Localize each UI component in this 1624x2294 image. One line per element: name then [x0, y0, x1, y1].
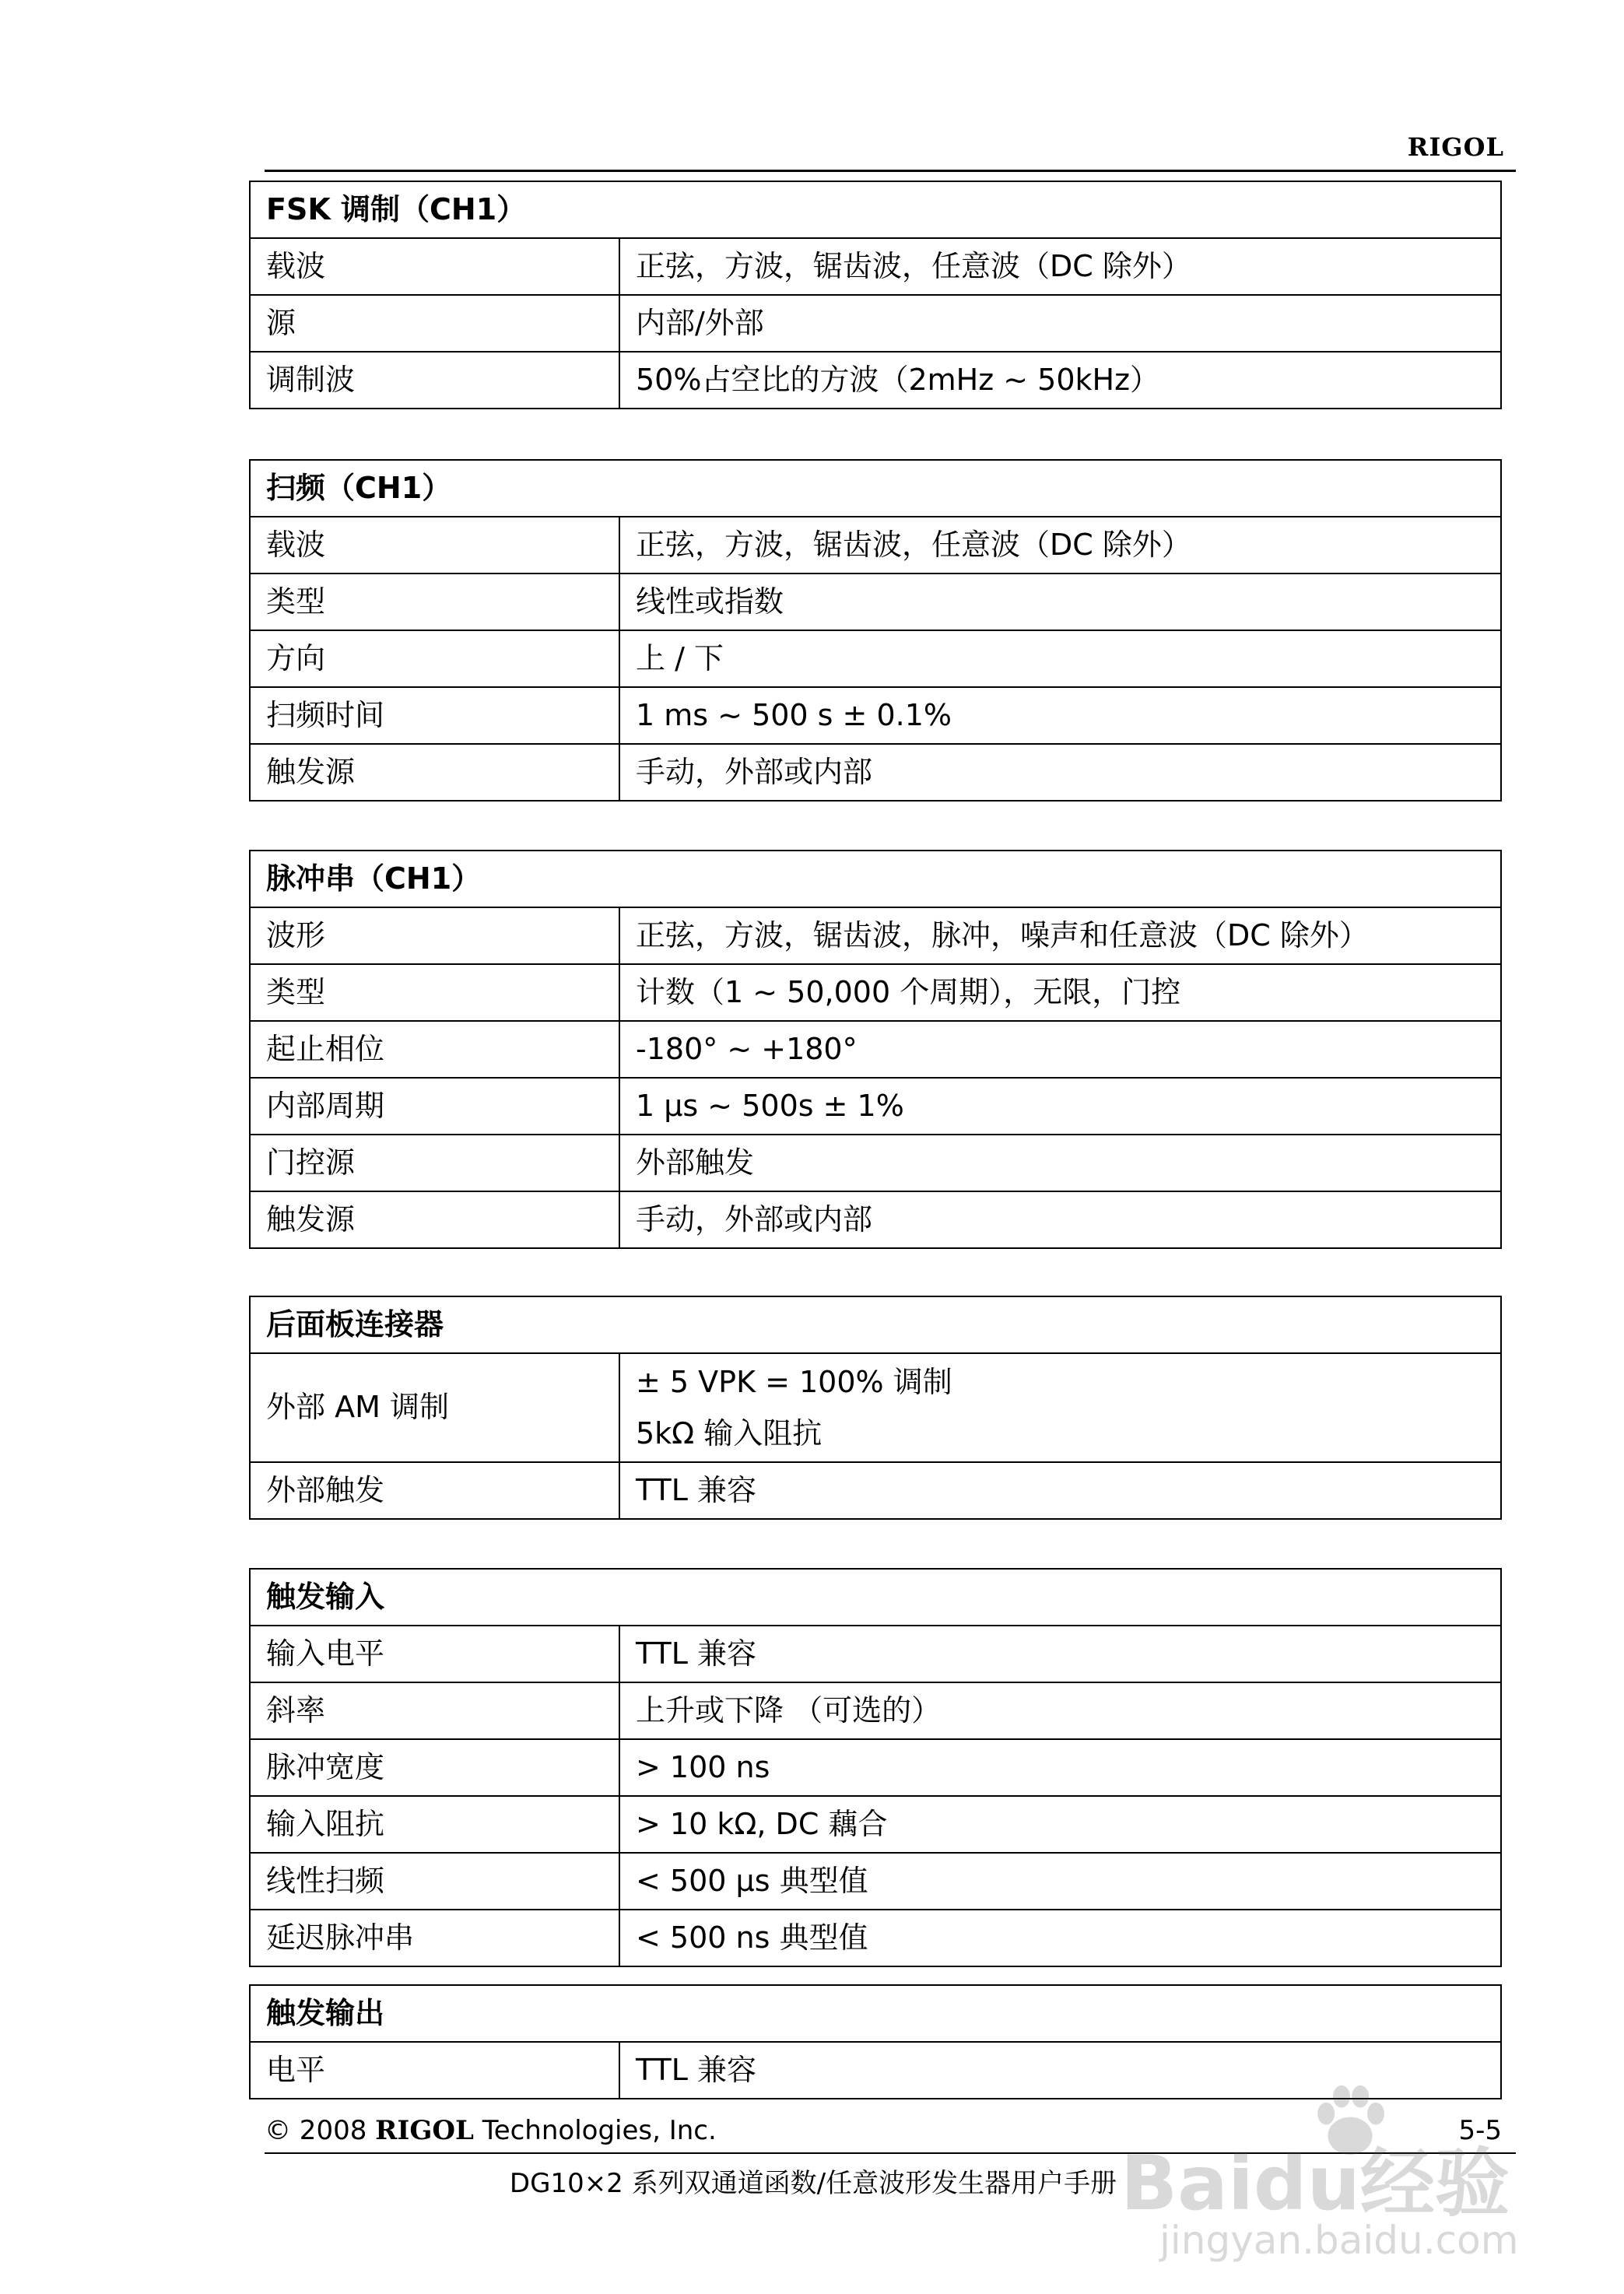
spec-label: 脉冲宽度 [250, 1739, 619, 1796]
spec-table [249, 459, 1502, 801]
spec-value [619, 295, 1501, 352]
section-title: 扫频（CH1） [250, 460, 1501, 517]
spec-value [619, 1853, 1501, 1910]
spec-label: 内部周期 [250, 1078, 619, 1135]
spec-value-line: TTL 兼容 [636, 2052, 757, 2087]
spec-row [250, 295, 1501, 352]
spec-row [250, 1135, 1501, 1191]
spec-value-line: TTL 兼容 [636, 1472, 757, 1507]
spec-row [250, 687, 1501, 744]
spec-label: 斜率 [250, 1682, 619, 1739]
spec-value-line: 1 ms ~ 500 s ± 0.1% [636, 697, 952, 732]
spec-label: 门控源 [250, 1135, 619, 1191]
spec-label: 延迟脉冲串 [250, 1910, 619, 1966]
spec-value-line: 上升或下降 （可选的） [636, 1692, 942, 1728]
spec-label: 输入电平 [250, 1626, 619, 1682]
spec-row [250, 238, 1501, 295]
spec-value-line: < 500 μs 典型值 [636, 1863, 868, 1898]
spec-value-line: 正弦，方波，锯齿波，任意波（DC 除外） [636, 527, 1191, 562]
spec-row [250, 1078, 1501, 1135]
spec-value [619, 1462, 1501, 1519]
spec-value-line: -180° ~ +180° [636, 1031, 858, 1066]
spec-value-line: TTL 兼容 [636, 1636, 757, 1671]
spec-label: 类型 [250, 574, 619, 630]
spec-row [250, 1353, 1501, 1462]
spec-label: 外部 AM 调制 [250, 1353, 619, 1462]
spec-row [250, 964, 1501, 1021]
spec-value [619, 574, 1501, 630]
spec-table [249, 1296, 1502, 1520]
spec-value [619, 1626, 1501, 1682]
spec-label: 源 [250, 295, 619, 352]
spec-value [619, 907, 1501, 964]
spec-value [619, 964, 1501, 1021]
spec-value [619, 744, 1501, 801]
spec-value [619, 1739, 1501, 1796]
spec-table [249, 1568, 1502, 1967]
spec-label: 波形 [250, 907, 619, 964]
spec-table [249, 181, 1502, 409]
spec-row [250, 517, 1501, 574]
spec-row [250, 1682, 1501, 1739]
spec-label: 扫频时间 [250, 687, 619, 744]
spec-row [250, 1796, 1501, 1853]
page-number: 5-5 [1458, 2115, 1502, 2146]
spec-row [250, 1462, 1501, 1519]
spec-row [250, 630, 1501, 687]
spec-label: 触发源 [250, 1191, 619, 1248]
spec-value-line: 1 μs ~ 500s ± 1% [636, 1088, 904, 1123]
spec-label: 输入阻抗 [250, 1796, 619, 1853]
spec-label: 线性扫频 [250, 1853, 619, 1910]
spec-row [250, 907, 1501, 964]
spec-value-line: 50%占空比的方波（2mHz ~ 50kHz） [636, 362, 1160, 397]
spec-value [619, 1021, 1501, 1078]
spec-value-line: > 10 kΩ, DC 藕合 [636, 1806, 888, 1841]
watermark-logo: Baidu经验 [1121, 2140, 1510, 2227]
spec-row [250, 1626, 1501, 1682]
spec-label: 起止相位 [250, 1021, 619, 1078]
section-title: 后面板连接器 [250, 1296, 1501, 1353]
spec-value [619, 517, 1501, 574]
spec-value-line: 手动，外部或内部 [636, 754, 873, 789]
spec-value [619, 1796, 1501, 1853]
spec-value-line: 手动，外部或内部 [636, 1201, 873, 1236]
spec-row [250, 574, 1501, 630]
spec-row [250, 352, 1501, 409]
spec-value-line: 5kΩ 输入阻抗 [636, 1416, 823, 1450]
spec-value-line: ± 5 VPK = 100% 调制 [636, 1365, 952, 1399]
spec-value-line: 外部触发 [636, 1145, 755, 1180]
spec-value-line: 正弦，方波，锯齿波，任意波（DC 除外） [636, 248, 1191, 283]
watermark [1074, 2070, 1556, 2272]
spec-value [619, 1078, 1501, 1135]
footer-brand: RIGOL [375, 2115, 474, 2146]
spec-row [250, 1739, 1501, 1796]
header-brand: RIGOL [1407, 132, 1504, 162]
spec-value-line: > 100 ns [636, 1749, 770, 1784]
spec-value [619, 1682, 1501, 1739]
spec-label: 触发源 [250, 744, 619, 801]
section-title: 触发输出 [250, 1985, 1501, 2042]
spec-value-line: 线性或指数 [636, 584, 784, 619]
spec-value [619, 238, 1501, 295]
spec-row [250, 744, 1501, 801]
watermark-url: jingyan.baidu.com [1159, 2218, 1519, 2263]
spec-value [619, 687, 1501, 744]
spec-row [250, 1910, 1501, 1966]
spec-value [619, 1135, 1501, 1191]
footer-doc-title: DG10×2 系列双通道函数/任意波形发生器用户手册 [509, 2168, 1117, 2199]
spec-value [619, 352, 1501, 409]
spec-value-line: 内部/外部 [636, 305, 764, 340]
spec-table [249, 850, 1502, 1249]
spec-label: 外部触发 [250, 1462, 619, 1519]
header-rule [265, 170, 1516, 172]
spec-value [619, 1191, 1501, 1248]
spec-label: 载波 [250, 517, 619, 574]
spec-value-line: 计数（1 ~ 50,000 个周期），无限，门控 [636, 974, 1181, 1009]
spec-label: 类型 [250, 964, 619, 1021]
spec-row [250, 1853, 1501, 1910]
spec-value-line: 正弦，方波，锯齿波，脉冲，噪声和任意波（DC 除外） [636, 917, 1369, 952]
spec-label: 载波 [250, 238, 619, 295]
spec-value-line: 上 / 下 [636, 640, 724, 675]
spec-row [250, 1191, 1501, 1248]
spec-label: 方向 [250, 630, 619, 687]
section-title: 脉冲串（CH1） [250, 851, 1501, 907]
footer-copyright: © 2008 RIGOL Technologies, Inc. [265, 2115, 717, 2146]
spec-label: 电平 [250, 2042, 619, 2099]
spec-row [250, 1021, 1501, 1078]
spec-value [619, 1910, 1501, 1966]
section-title: 触发输入 [250, 1569, 1501, 1626]
section-title: FSK 调制（CH1） [250, 181, 1501, 238]
spec-value [619, 630, 1501, 687]
spec-value [619, 1353, 1501, 1462]
spec-value-line: < 500 ns 典型值 [636, 1920, 868, 1955]
spec-label: 调制波 [250, 352, 619, 409]
